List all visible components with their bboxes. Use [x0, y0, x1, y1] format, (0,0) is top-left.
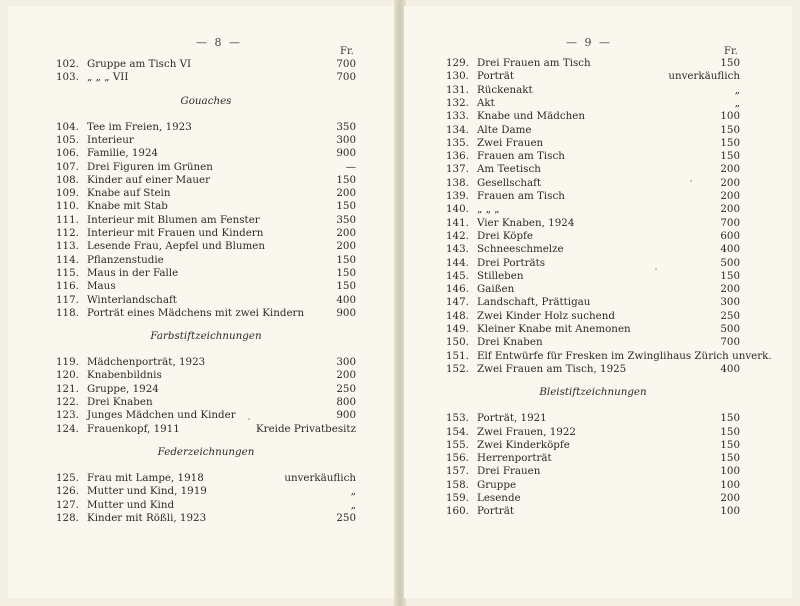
entry-price: 200: [336, 240, 356, 253]
catalog-entry: [446, 230, 740, 243]
catalog-entry: [56, 147, 356, 160]
entry-price: 150: [720, 57, 740, 69]
entry-title: Interieur mit Frauen und Kindern: [87, 227, 264, 239]
entry-price: 250: [720, 309, 740, 322]
entry-price: 200: [336, 369, 356, 382]
catalog-entry: [56, 200, 356, 213]
entry-number: 126.: [56, 485, 79, 498]
catalog-entry: [446, 465, 740, 478]
entry-price: 150: [720, 412, 740, 425]
catalog-entry: [56, 58, 356, 71]
entry-title: Drei Knaben: [87, 396, 153, 408]
catalog-entry: [56, 383, 356, 396]
entry-title: Maus in der Falle: [87, 266, 179, 279]
entry-number: 118.: [56, 306, 79, 319]
entry-number: 156.: [446, 452, 469, 465]
entry-title: Stilleben: [477, 269, 524, 282]
entry-price: unverkäuflich: [668, 70, 740, 83]
entry-price: 300: [336, 356, 356, 369]
entry-price: 150: [336, 200, 356, 213]
entry-number: 103.: [56, 71, 79, 84]
catalog-entry: [56, 356, 356, 369]
catalog-entry: [56, 161, 356, 174]
entry-price: unverkäuflich: [284, 471, 356, 484]
catalog-entry: [56, 409, 356, 422]
entry-number: 129.: [446, 57, 469, 69]
entry-number: 110.: [56, 200, 79, 213]
section-heading: Federzeichnungen: [157, 445, 255, 458]
entry-title: Drei Köpfe: [477, 229, 533, 242]
entry-number: 123.: [56, 409, 79, 422]
entry-title: Mutter und Kind, 1919: [87, 485, 207, 498]
catalog-entry: [446, 203, 740, 216]
entry-price: „: [734, 96, 740, 109]
entry-title: Frauenkopf, 1911: [87, 422, 180, 435]
catalog-entry: [56, 187, 356, 200]
entry-price: 200: [336, 187, 356, 200]
catalog-entry: [56, 396, 356, 409]
catalog-entry: [446, 283, 740, 296]
entry-title: Zwei Kinderköpfe: [477, 438, 570, 451]
catalog-entry: [56, 267, 356, 280]
entry-price: 100: [720, 505, 740, 518]
entry-title: Drei Knaben: [477, 336, 543, 349]
entry-title: „ „ „ VII: [87, 71, 129, 84]
entry-number: 159.: [446, 492, 469, 504]
entry-number: 121.: [56, 382, 79, 395]
catalog-entry: [446, 363, 740, 376]
entry-title: Zwei Frauen: [477, 136, 544, 149]
entry-price: 900: [336, 306, 356, 319]
entry-price: 150: [720, 425, 740, 438]
catalog-entry: [56, 214, 356, 227]
catalog-entry: [446, 97, 740, 110]
catalog-entry: [446, 323, 740, 336]
entry-number: 151.: [446, 349, 469, 362]
entry-price: 150: [720, 123, 740, 136]
entry-number: 122.: [56, 396, 79, 408]
section-heading: Farbstiftzeichnungen: [150, 330, 262, 343]
catalog-entry: [56, 71, 356, 84]
entry-title: Rückenakt: [477, 83, 533, 96]
catalog-entry: [446, 270, 740, 283]
catalog-entry: [56, 369, 356, 382]
entry-price: 150: [720, 452, 740, 465]
entry-number: 145.: [446, 269, 469, 282]
entry-title: Porträt eines Mädchens mit zwei Kindern: [87, 306, 305, 319]
entry-price: 200: [720, 492, 740, 504]
left-currency-header: Fr.: [340, 46, 354, 57]
entry-title: Drei Porträts: [477, 256, 546, 269]
catalog-entry: [56, 227, 356, 240]
entry-price: 150: [336, 253, 356, 266]
entry-price: 200: [720, 283, 740, 296]
entry-number: 154.: [446, 425, 469, 438]
entry-number: 116.: [56, 280, 79, 293]
entry-price: 100: [720, 110, 740, 123]
entry-number: 120.: [56, 369, 79, 382]
entry-number: 114.: [56, 253, 79, 266]
entry-number: 109.: [56, 187, 79, 200]
entry-price: 350: [336, 213, 356, 226]
catalog-entry: [446, 426, 740, 439]
catalog-entry: [446, 479, 740, 492]
entry-title: Frauen am Tisch: [477, 190, 565, 202]
entry-title: Landschaft, Prättigau: [477, 296, 591, 309]
entry-title: Junges Mädchen und Kinder: [87, 409, 236, 422]
entry-title: Schneeschmelze: [477, 243, 564, 256]
entry-price: 200: [720, 163, 740, 176]
left-page-number: — 8 —: [196, 36, 242, 49]
entry-title: Knabe mit Stab: [87, 200, 168, 213]
entry-title: Winterlandschaft: [87, 293, 177, 306]
entry-number: 117.: [56, 293, 79, 306]
entry-title: Am Teetisch: [477, 163, 541, 176]
catalog-entry: [446, 439, 740, 452]
entry-number: 136.: [446, 150, 469, 163]
entry-title: Mutter und Kind: [87, 498, 175, 511]
entry-title: Knabenbildnis: [87, 369, 162, 382]
entry-price: 400: [720, 362, 740, 375]
entry-number: 132.: [446, 96, 469, 109]
entry-number: 150.: [446, 336, 469, 349]
entry-number: 125.: [56, 471, 79, 484]
entry-title: Kinder mit Rößli, 1923: [87, 511, 207, 524]
catalog-entry: [446, 163, 740, 176]
catalog-entry: [446, 57, 740, 70]
catalog-entry: [446, 243, 740, 256]
entry-price: Kreide Privatbesitz: [255, 422, 356, 435]
entry-number: 157.: [446, 465, 469, 478]
entry-number: 102.: [56, 58, 79, 70]
entry-number: 134.: [446, 123, 469, 136]
entry-number: 107.: [56, 160, 79, 173]
entry-title: Interieur: [87, 133, 134, 146]
catalog-entry: [446, 217, 740, 230]
entry-price: 350: [336, 120, 356, 133]
entry-price: „: [350, 485, 356, 498]
entry-number: 105.: [56, 133, 79, 146]
entry-price: 250: [336, 511, 356, 524]
entry-price: 500: [720, 256, 740, 269]
entry-price: 150: [720, 269, 740, 282]
catalog-entry: [446, 110, 740, 123]
entry-price: 400: [720, 243, 740, 256]
entry-title: Mädchenporträt, 1923: [87, 356, 206, 369]
entry-title: Knabe und Mädchen: [477, 110, 585, 123]
entry-number: 104.: [56, 120, 79, 133]
catalog-entry: [446, 137, 740, 150]
entry-number: 160.: [446, 505, 469, 518]
catalog-entry: [446, 296, 740, 309]
entry-title: Elf Entwürfe für Fresken im Zwinglihaus Zürich unverk.: [477, 349, 772, 362]
entry-number: 140.: [446, 203, 469, 216]
entry-price: 150: [720, 438, 740, 451]
entry-title: Gesellschaft: [477, 176, 542, 189]
catalog-entry: [56, 499, 356, 512]
entry-number: 138.: [446, 176, 469, 189]
catalog-entry: [56, 423, 356, 436]
entry-number: 108.: [56, 173, 79, 186]
entry-number: 128.: [56, 511, 79, 524]
right-currency-header: Fr.: [724, 46, 738, 57]
catalog-entry: [446, 190, 740, 203]
entry-number: 139.: [446, 190, 469, 202]
entry-price: 150: [336, 173, 356, 186]
entry-number: 127.: [56, 498, 79, 511]
entry-number: 152.: [446, 362, 469, 375]
catalog-entry: [56, 134, 356, 147]
entry-title: Gaißen: [477, 283, 515, 296]
entry-number: 113.: [56, 240, 79, 253]
catalog-entry: [56, 254, 356, 267]
catalog-entry: [56, 294, 356, 307]
entry-price: 100: [720, 478, 740, 491]
entry-title: Herrenporträt: [477, 452, 552, 465]
entry-price: 900: [336, 147, 356, 160]
entry-price: „: [734, 83, 740, 96]
entry-title: Interieur mit Blumen am Fenster: [87, 213, 260, 226]
entry-title: Akt: [477, 96, 495, 109]
entry-title: Tee im Freien, 1923: [87, 120, 192, 133]
entry-title: Lesende Frau, Aepfel und Blumen: [87, 240, 265, 253]
catalog-entry: [446, 150, 740, 163]
entry-number: 148.: [446, 309, 469, 322]
entry-number: 143.: [446, 243, 469, 256]
entry-number: 144.: [446, 256, 469, 269]
entry-price: 250: [336, 382, 356, 395]
paper-speck: [248, 418, 250, 420]
entry-price: 200: [720, 203, 740, 216]
entry-price: 150: [336, 280, 356, 293]
catalog-entry: [446, 452, 740, 465]
catalog-entry: [446, 257, 740, 270]
entry-number: 153.: [446, 412, 469, 425]
catalog-entry: [56, 240, 356, 253]
entry-number: 142.: [446, 229, 469, 242]
entry-number: 131.: [446, 83, 469, 96]
entry-title: Vier Knaben, 1924: [477, 216, 575, 229]
entry-title: Gruppe: [477, 478, 517, 491]
entry-price: 300: [720, 296, 740, 309]
entry-title: „ „ „: [477, 203, 500, 216]
paper-speck: [690, 180, 692, 182]
catalog-entry: [56, 307, 356, 320]
section-heading: Gouaches: [180, 94, 232, 107]
catalog-entry: [446, 412, 740, 425]
entry-title: Gruppe, 1924: [87, 382, 159, 395]
catalog-entry: [446, 492, 740, 505]
entry-price: 150: [720, 136, 740, 149]
entry-title: Porträt: [477, 70, 514, 83]
catalog-entry: [56, 121, 356, 134]
entry-number: 146.: [446, 283, 469, 296]
entry-title: Drei Figuren im Grünen: [87, 160, 213, 173]
entry-number: 155.: [446, 438, 469, 451]
catalog-entry: [446, 70, 740, 83]
entry-title: Pflanzenstudie: [87, 253, 164, 266]
entry-price: 800: [336, 396, 356, 408]
entry-number: 158.: [446, 478, 469, 491]
catalog-entry: [446, 505, 740, 518]
entry-title: Zwei Frauen, 1922: [477, 425, 576, 438]
entry-number: 124.: [56, 422, 79, 435]
entry-price: 200: [720, 176, 740, 189]
entry-title: Gruppe am Tisch VI: [87, 58, 192, 70]
entry-price: 150: [336, 266, 356, 279]
entry-price: 200: [336, 227, 356, 239]
entry-number: 137.: [446, 163, 469, 176]
entry-number: 130.: [446, 70, 469, 83]
entry-price: 700: [336, 71, 356, 84]
entry-title: Knabe auf Stein: [87, 187, 171, 200]
entry-number: 135.: [446, 136, 469, 149]
entry-title: Maus: [87, 280, 116, 293]
entry-price: 600: [720, 229, 740, 242]
entry-title: Kleiner Knabe mit Anemonen: [477, 323, 631, 335]
entry-title: Frau mit Lampe, 1918: [87, 471, 204, 484]
entry-price: 900: [336, 409, 356, 422]
entry-price: 100: [720, 465, 740, 478]
entry-title: Zwei Kinder Holz suchend: [477, 309, 615, 322]
entry-number: 111.: [56, 213, 79, 226]
entry-price: —: [345, 160, 356, 173]
catalog-entry: [446, 84, 740, 97]
entry-price: 700: [336, 58, 356, 70]
entry-number: 133.: [446, 110, 469, 123]
entry-title: Alte Dame: [477, 123, 532, 136]
entry-title: Drei Frauen am Tisch: [477, 57, 591, 69]
entry-number: 149.: [446, 323, 469, 335]
entry-price: 400: [336, 293, 356, 306]
entry-number: 147.: [446, 296, 469, 309]
entry-price: 700: [720, 336, 740, 349]
catalog-entry: [56, 512, 356, 525]
catalog-entry: [446, 349, 772, 363]
entry-price: 200: [720, 190, 740, 202]
entry-number: 141.: [446, 216, 469, 229]
entry-price: 300: [336, 133, 356, 146]
entry-price: „: [350, 498, 356, 511]
catalog-entry: [56, 280, 356, 293]
entry-number: 119.: [56, 356, 79, 369]
catalog-entry: [56, 472, 356, 485]
entry-price: 150: [720, 150, 740, 163]
entry-number: 115.: [56, 266, 79, 279]
right-page-number: — 9 —: [566, 36, 612, 49]
entry-title: Familie, 1924: [87, 147, 159, 160]
entry-price: 500: [720, 323, 740, 335]
entry-title: Lesende: [477, 492, 521, 504]
entry-price: 700: [720, 216, 740, 229]
catalog-entry: [446, 124, 740, 137]
catalog-entry: [446, 177, 740, 190]
entry-title: Zwei Frauen am Tisch, 1925: [477, 362, 627, 375]
paper-speck: [655, 268, 657, 270]
entry-number: 112.: [56, 227, 79, 239]
catalog-entry: [446, 310, 740, 323]
section-heading: Bleistiftzeichnungen: [539, 386, 647, 399]
catalog-entry: [56, 485, 356, 498]
catalog-entry: [56, 174, 356, 187]
entry-title: Porträt: [477, 505, 514, 518]
catalog-entry: [446, 336, 740, 349]
entry-number: 106.: [56, 147, 79, 160]
entry-title: Drei Frauen: [477, 465, 541, 478]
entry-title: Frauen am Tisch: [477, 150, 565, 163]
entry-title: Kinder auf einer Mauer: [87, 173, 210, 186]
entry-title: Porträt, 1921: [477, 412, 547, 425]
